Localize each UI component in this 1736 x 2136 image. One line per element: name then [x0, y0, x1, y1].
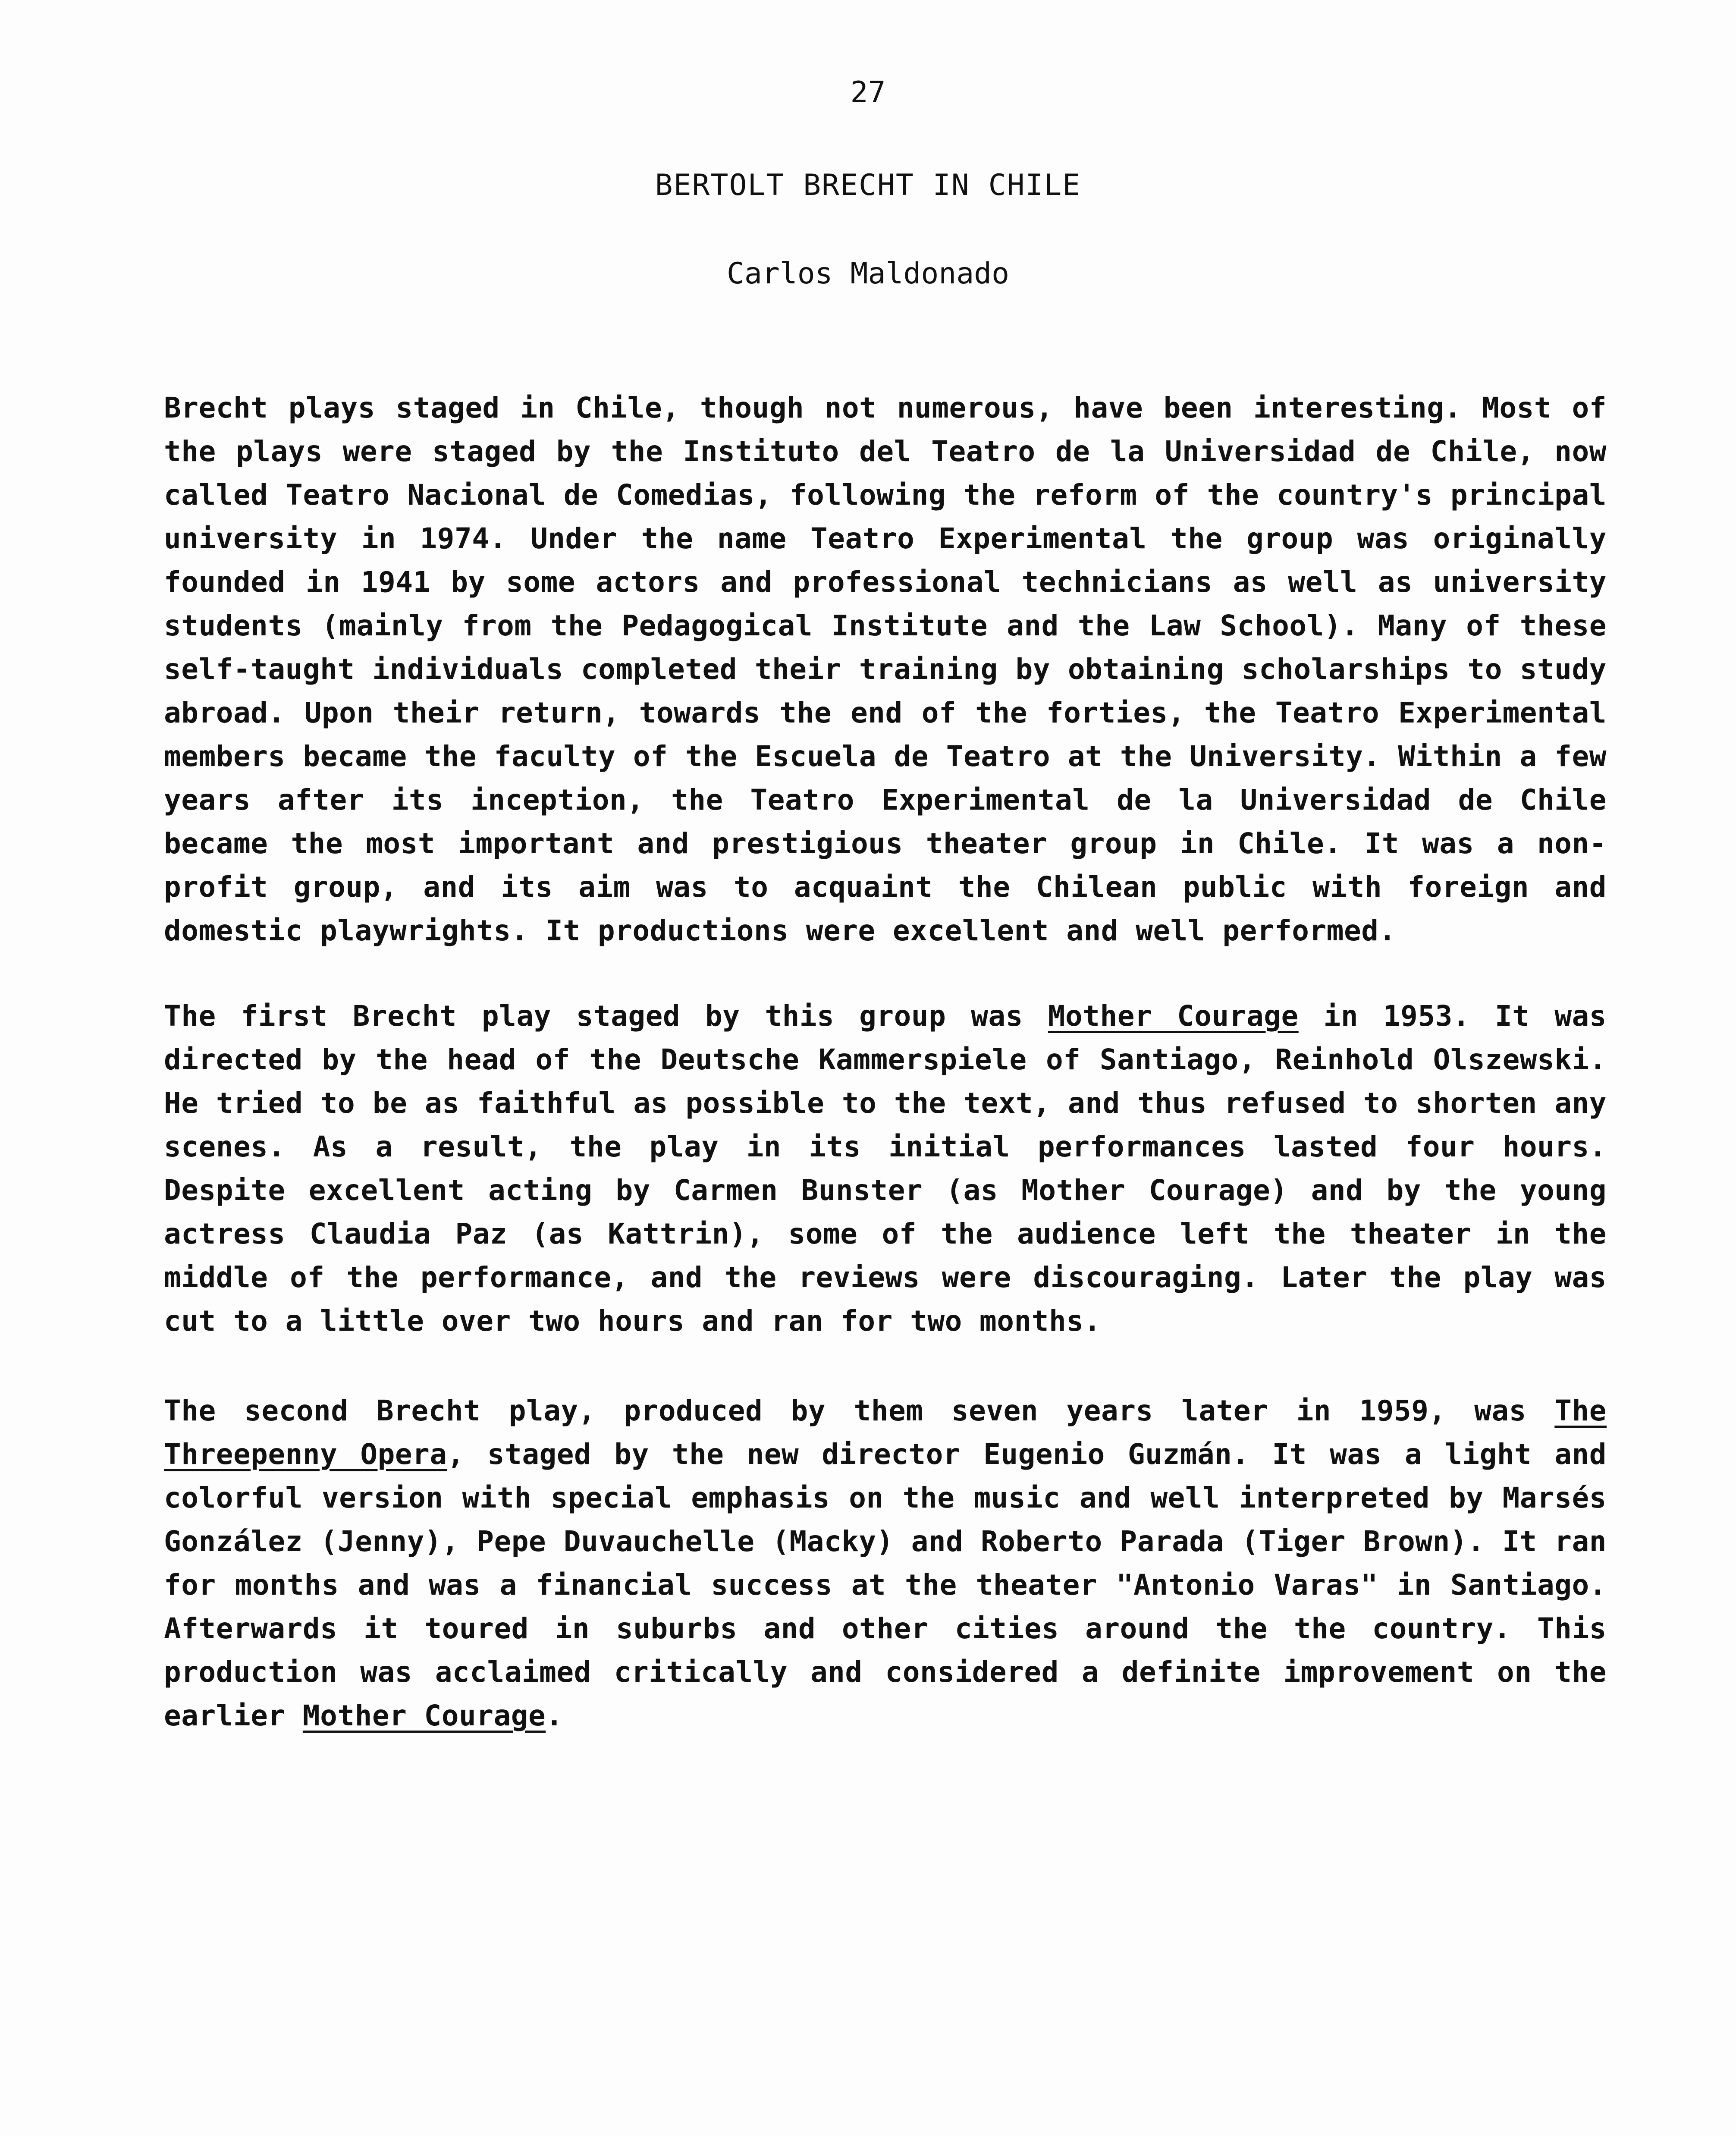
paragraph-2 — [164, 994, 1607, 1343]
paragraph-3-before: The second Brecht play, produced by them seven years later in 1959, was — [164, 1394, 1555, 1427]
paragraph-2-before: The first Brecht play staged by this group was — [164, 999, 1048, 1033]
play-title-mother-courage: Mother Courage — [1048, 999, 1299, 1033]
paragraph-2-after: in 1953. It was directed by the head of the Deutsche Kammerspiele of Santiago, Reinhold Olszewski. He tried to be as faithful as possible to the text, and thus refused to shorten any scenes. As a result, the play in its initial performances lasted four hours. Despite excellent acting by Carmen Bunster (as Mother Courage) and by the young actress Claudia Paz (as Kattrin), some of the audience left the theater in the middle of the performance, and the reviews were discouraging. Later the play was cut to a little over two hours and ran for two months. — [164, 999, 1607, 1338]
article-author: Carlos Maldonado — [726, 257, 1010, 291]
paragraph-3-middle: , staged by the new director Eugenio Guzmán. It was a light and colorful version with special emphasis on the music and well interpreted by Marsés González (Jenny), Pepe Duvauchelle (Macky) and Roberto Parada (Tiger Brown). It ran for months and was a financial success at the theater "Antonio Varas" in Santiago. Afterwards it toured in suburbs and other cities around the the country. This production was acclaimed critically and considered a definite improvement on the earlier — [164, 1438, 1607, 1732]
paragraph-3 — [164, 1389, 1607, 1737]
play-title-threepenny-opera: The Threepenny Opera — [164, 1394, 1607, 1471]
paragraph-1-text: Brecht plays staged in Chile, though not numerous, have been interesting. Most of the plays were staged by the Instituto del Teatro de la Universidad de Chile, now called Teatro Nacional de Comedias, following the reform of the country's principal university in 1974. Under the name Teatro Experimental the group was originally founded in 1941 by some actors and professional technicians as well as university students (mainly from the Pedagogical Institute and the Law School). Many of these self-taught individuals completed their training by obtaining scholarships to study abroad. Upon their return, towards the end of the forties, the Teatro Experimental members became the faculty of the Escuela de Teatro at the University. Within a few years after its inception, the Teatro Experimental de la Universidad de Chile became the most important and prestigious theater group in Chile. It was a non-profit group, and its aim was to acquaint the Chilean public with foreign and domestic playwrights. It productions were excellent and well performed. — [164, 391, 1607, 947]
article-title: BERTOLT BRECHT IN CHILE — [655, 168, 1081, 202]
paragraph-3-after: . — [546, 1699, 563, 1732]
paragraph-1 — [164, 386, 1607, 952]
play-title-mother-courage-2: Mother Courage — [302, 1699, 546, 1732]
page-number: 27 — [850, 75, 886, 110]
